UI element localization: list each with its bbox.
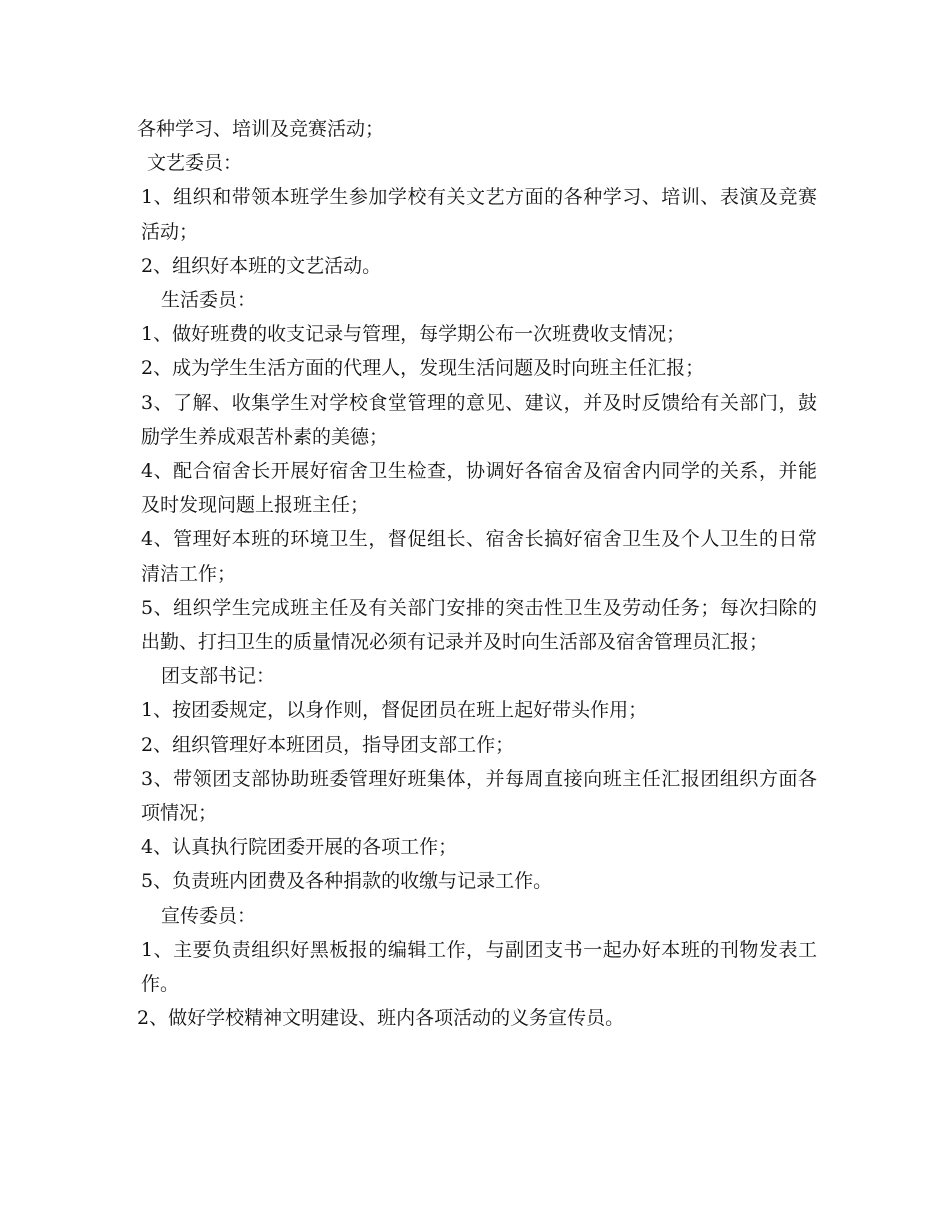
list-item: 2、组织好本班的文艺活动。 xyxy=(141,254,382,277)
list-item: 3、了解、收集学生对学校食堂管理的意见、建议，并及时反馈给有关部门，鼓励学生养成艰苦朴素的美德； xyxy=(141,391,817,448)
list-item: 4、配合宿舍长开展好宿舍卫生检查，协调好各宿舍及宿舍内同学的关系，并能及时发现问题上报班主任； xyxy=(141,460,817,517)
heading-life-committee: 生活委员： xyxy=(161,289,257,312)
list-item: 2、组织管理好本班团员，指导团支部工作； xyxy=(141,733,515,756)
list-item: 2、做好学校精神文明建设、班内各项活动的义务宣传员。 xyxy=(137,1007,625,1030)
paragraph-continuation: 各种学习、培训及竞赛活动； xyxy=(137,118,385,140)
list-item: 4、认真执行院团委开展的各项工作； xyxy=(141,836,458,859)
heading-league-secretary: 团支部书记： xyxy=(161,665,276,688)
list-item: 4、管理好本班的环境卫生，督促组长、宿舍长搞好宿舍卫生及个人卫生的日常清洁工作； xyxy=(141,528,817,585)
list-item: 5、组织学生完成班主任及有关部门安排的突击性卫生及劳动任务；每次扫除的出勤、打扫卫生的质量情况必须有记录并及时向生活部及宿舍管理员汇报； xyxy=(141,596,817,654)
heading-arts-committee: 文艺委员： xyxy=(147,152,243,175)
list-item: 1、做好班费的收支记录与管理，每学期公布一次班费收支情况； xyxy=(141,323,686,346)
heading-publicity-committee: 宣传委员： xyxy=(161,904,257,927)
document-body xyxy=(137,112,817,1035)
list-item: 2、成为学生生活方面的代理人，发现生活问题及时向班主任汇报； xyxy=(141,357,705,380)
list-item: 1、按团委规定，以身作则，督促团员在班上起好带头作用； xyxy=(141,699,648,722)
list-item: 5、负责班内团费及各种捐款的收缴与记录工作。 xyxy=(141,870,553,893)
list-item: 1、主要负责组织好黑板报的编辑工作，与副团支书一起办好本班的刊物发表工作。 xyxy=(141,938,817,996)
list-item: 3、带领团支部协助班委管理好班集体，并每周直接向班主任汇报团组织方面各项情况； xyxy=(141,767,817,825)
list-item: 1、组织和带领本班学生参加学校有关文艺方面的各种学习、培训、表演及竞赛活动； xyxy=(141,186,817,243)
